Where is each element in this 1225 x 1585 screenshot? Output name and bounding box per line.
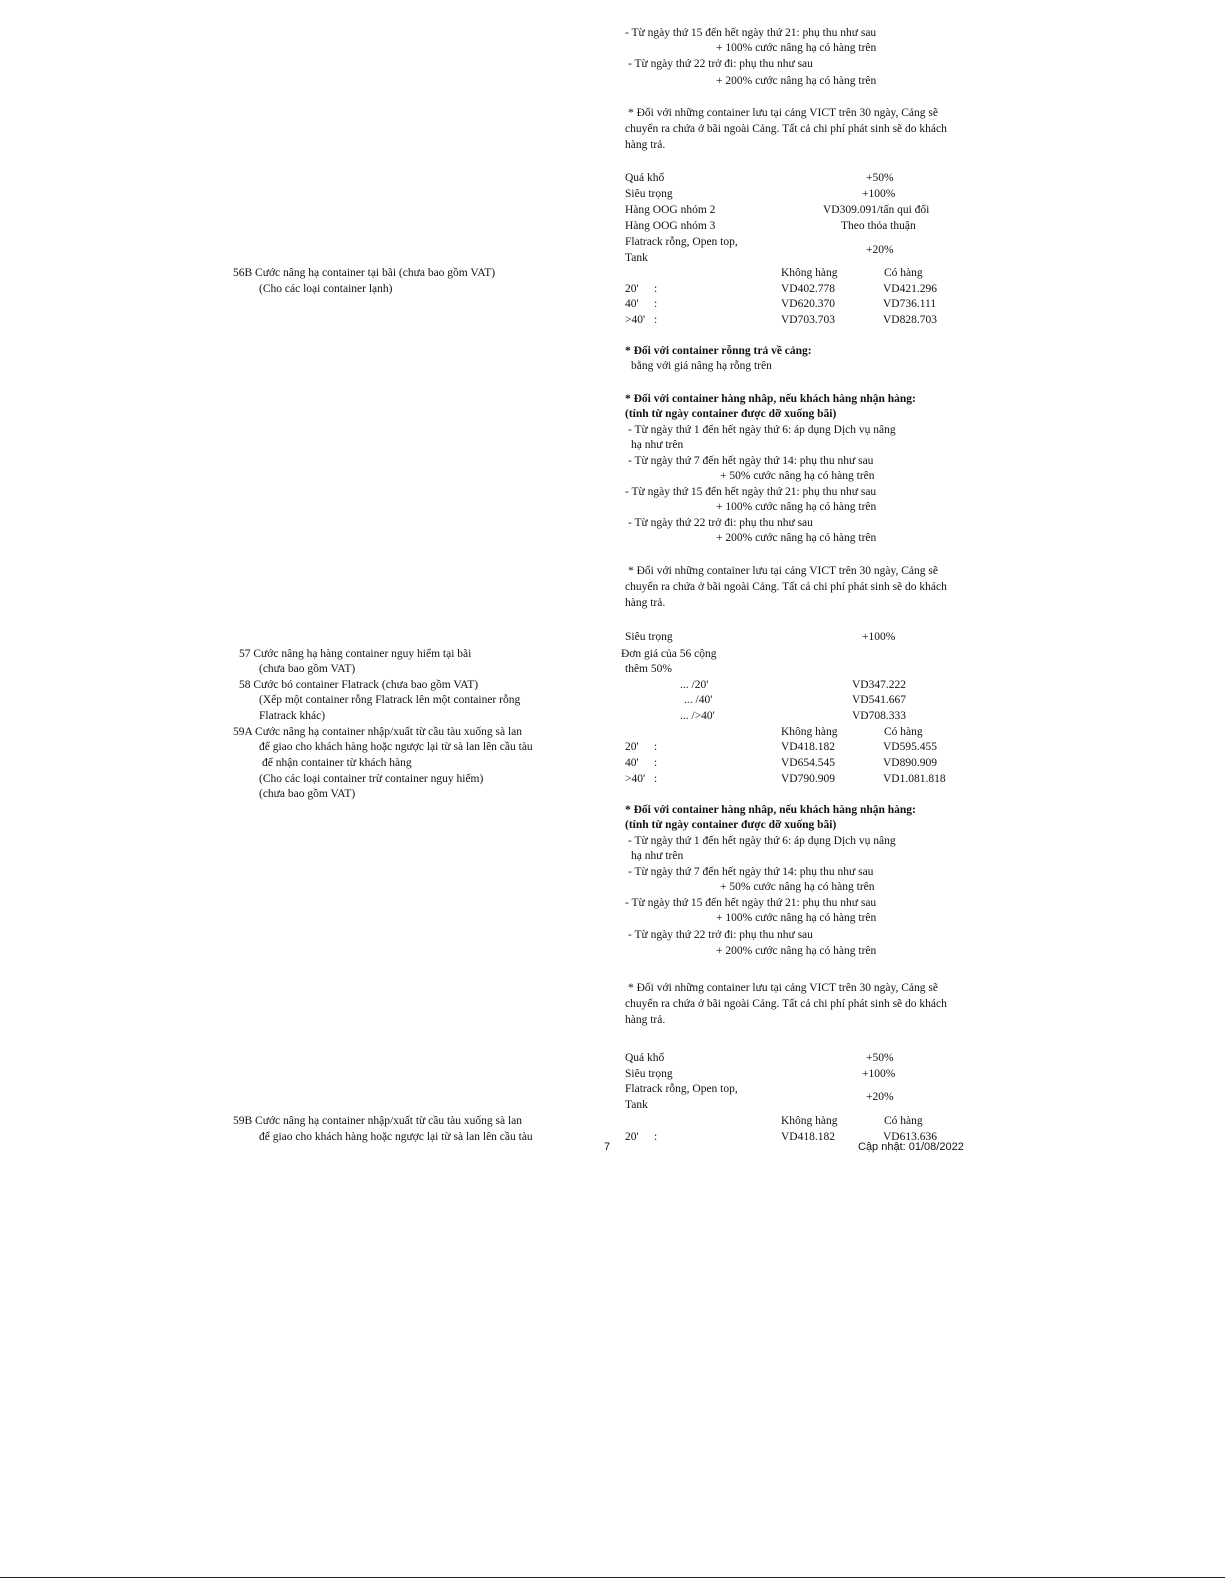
empty-price-cell: VD418.182 xyxy=(781,741,835,753)
import-subheading: (tính từ ngày container được dỡ xuống bãi) xyxy=(625,408,837,420)
import-heading: * Đối với container hàng nhâp, nếu khách hàng nhận hàng: xyxy=(625,393,916,405)
storage-note: chuyển ra chứa ở bãi ngoài Cảng. Tất cả chi phí phát sinh sẽ do khách xyxy=(625,998,947,1010)
section-subtitle: (chưa bao gồm VAT) xyxy=(259,788,356,800)
empty-price-cell: VD402.778 xyxy=(781,283,835,295)
surcharge-value: +20% xyxy=(866,244,894,256)
section-title: 56B Cước nâng hạ container tại bãi (chưa bao gồm VAT) xyxy=(233,267,496,279)
surcharge-value: +100% xyxy=(862,188,896,200)
section-title: 57 Cước nâng hạ hàng container nguy hiểm tại bãi xyxy=(239,648,472,660)
day-rule: + 50% cước nâng hạ có hàng trên xyxy=(720,881,875,893)
day-rule: hạ như trên xyxy=(631,850,684,862)
day-rule: hạ như trên xyxy=(631,439,684,451)
storage-note: chuyển ra chứa ở bãi ngoài Cảng. Tất cả chi phí phát sinh sẽ do khách xyxy=(625,581,947,593)
empty-return-heading: * Đối với container rỗnng trả về cảng: xyxy=(625,345,812,357)
size-cell: 20' xyxy=(625,283,639,295)
storage-note: * Đối với những container lưu tại cảng VICT trên 30 ngày, Cảng sẽ xyxy=(628,982,938,994)
price-cell: VD541.667 xyxy=(852,694,906,706)
column-header-empty: Không hàng xyxy=(781,726,838,738)
surcharge-value: VD309.091/tấn qui đổi xyxy=(823,204,930,216)
surcharge-label: Tank xyxy=(625,252,648,264)
colon-cell: : xyxy=(654,741,658,753)
section-subtitle: để nhận container từ khách hàng xyxy=(262,757,412,769)
price-text: Đơn giá của 56 cộng xyxy=(621,648,717,660)
day-rule: + 100% cước nâng hạ có hàng trên xyxy=(716,501,877,513)
size-cell: 20' xyxy=(625,1131,639,1143)
empty-price-cell: VD790.909 xyxy=(781,773,835,785)
column-header-empty: Không hàng xyxy=(781,1115,838,1127)
surcharge-label: Quá khổ xyxy=(625,1052,665,1064)
top-note-3: hàng trả. xyxy=(625,139,666,151)
empty-return-text: bằng với giá nâng hạ rỗng trên xyxy=(631,360,772,372)
bottom-border xyxy=(0,1577,1225,1578)
size-cell: >40' xyxy=(625,314,646,326)
day-rule: - Từ ngày thứ 7 đến hết ngày thứ 14: phụ thu như sau xyxy=(628,455,874,467)
section-title: 59A Cước nâng hạ container nhập/xuất từ cầu tàu xuống sà lan xyxy=(233,726,523,738)
surcharge-label: Hàng OOG nhóm 2 xyxy=(625,204,716,216)
column-header-full: Có hàng xyxy=(884,1115,923,1127)
size-cell: ... /20' xyxy=(680,679,709,691)
column-header-full: Có hàng xyxy=(884,726,923,738)
surcharge-label: Flatrack rỗng, Open top, xyxy=(625,1083,738,1095)
column-header-full: Có hàng xyxy=(884,267,923,279)
colon-cell: : xyxy=(654,773,658,785)
surcharge-value: +20% xyxy=(866,1091,894,1103)
full-price-cell: VD595.455 xyxy=(883,741,937,753)
storage-note: hàng trả. xyxy=(625,1014,666,1026)
day-rule: + 100% cước nâng hạ có hàng trên xyxy=(716,912,877,924)
day-rule: - Từ ngày thứ 22 trở đi: phụ thu như sau xyxy=(628,929,813,941)
surcharge-value: +50% xyxy=(866,1052,894,1064)
day-rule: - Từ ngày thứ 15 đến hết ngày thứ 21: phụ thu như sau xyxy=(625,486,877,498)
surcharge-label: Quá khổ xyxy=(625,172,665,184)
size-cell: 40' xyxy=(625,298,639,310)
size-cell: 40' xyxy=(625,757,639,769)
colon-cell: : xyxy=(654,314,658,326)
storage-note: hàng trả. xyxy=(625,597,666,609)
day-rule: - Từ ngày thứ 22 trở đi: phụ thu như sau xyxy=(628,517,813,529)
section-subtitle: (chưa bao gồm VAT) xyxy=(259,663,356,675)
day-rule: + 200% cước nâng hạ có hàng trên xyxy=(716,532,877,544)
size-cell: ... /40' xyxy=(684,694,713,706)
colon-cell: : xyxy=(654,757,658,769)
price-text: thêm 50% xyxy=(625,663,672,675)
section-subtitle: để giao cho khách hàng hoặc ngược lại từ sà lan lên cầu tàu xyxy=(259,1131,533,1143)
day-rule: - Từ ngày thứ 1 đến hết ngày thứ 6: áp dụng Dịch vụ nâng xyxy=(628,424,896,436)
storage-note: * Đối với những container lưu tại cảng VICT trên 30 ngày, Cảng sẽ xyxy=(628,565,938,577)
surcharge-value: +100% xyxy=(862,1068,896,1080)
section-title: 58 Cước bó container Flatrack (chưa bao gồm VAT) xyxy=(239,679,479,691)
top-line-3: - Từ ngày thứ 22 trở đi: phụ thu như sau xyxy=(628,58,813,70)
full-price-cell: VD613.636 xyxy=(883,1131,937,1143)
empty-price-cell: VD654.545 xyxy=(781,757,835,769)
colon-cell: : xyxy=(654,1131,658,1143)
empty-price-cell: VD418.182 xyxy=(781,1131,835,1143)
full-price-cell: VD890.909 xyxy=(883,757,937,769)
column-header-empty: Không hàng xyxy=(781,267,838,279)
colon-cell: : xyxy=(654,298,658,310)
top-line-1: - Từ ngày thứ 15 đến hết ngày thứ 21: phụ thu như sau xyxy=(625,27,877,39)
top-line-2: + 100% cước nâng hạ có hàng trên xyxy=(716,42,877,54)
import-subheading: (tính từ ngày container được dỡ xuống bãi) xyxy=(625,819,837,831)
page-number: 7 xyxy=(604,1141,611,1153)
surcharge-label: Siêu trọng xyxy=(625,631,673,643)
section-title: 59B Cước nâng hạ container nhập/xuất từ cầu tàu xuống sà lan xyxy=(233,1115,523,1127)
day-rule: - Từ ngày thứ 15 đến hết ngày thứ 21: phụ thu như sau xyxy=(625,897,877,909)
size-cell: 20' xyxy=(625,741,639,753)
section-subtitle: Flatrack khác) xyxy=(259,710,326,722)
day-rule: + 200% cước nâng hạ có hàng trên xyxy=(716,945,877,957)
price-cell: VD708.333 xyxy=(852,710,906,722)
update-date: Cập nhật: 01/08/2022 xyxy=(858,1141,964,1153)
section-subtitle: (Xếp một container rỗng Flatrack lên một container rỗng xyxy=(259,694,521,706)
colon-cell: : xyxy=(654,283,658,295)
top-note-2: chuyển ra chứa ở bãi ngoài Cảng. Tất cả chi phí phát sinh sẽ do khách xyxy=(625,123,947,135)
day-rule: - Từ ngày thứ 7 đến hết ngày thứ 14: phụ thu như sau xyxy=(628,866,874,878)
import-heading: * Đối với container hàng nhâp, nếu khách hàng nhận hàng: xyxy=(625,804,916,816)
full-price-cell: VD421.296 xyxy=(883,283,937,295)
empty-price-cell: VD703.703 xyxy=(781,314,835,326)
day-rule: - Từ ngày thứ 1 đến hết ngày thứ 6: áp dụng Dịch vụ nâng xyxy=(628,835,896,847)
surcharge-value: +100% xyxy=(862,631,896,643)
section-subtitle: để giao cho khách hàng hoặc ngược lại từ sà lan lên cầu tàu xyxy=(259,741,533,753)
surcharge-value: Theo thỏa thuận xyxy=(841,220,916,232)
full-price-cell: VD1.081.818 xyxy=(883,773,946,785)
full-price-cell: VD736.111 xyxy=(883,298,937,310)
section-subtitle: (Cho các loại container lạnh) xyxy=(259,283,393,295)
surcharge-label: Hàng OOG nhóm 3 xyxy=(625,220,716,232)
size-cell: ... />40' xyxy=(680,710,715,722)
surcharge-value: +50% xyxy=(866,172,894,184)
surcharge-label: Siêu trọng xyxy=(625,1068,673,1080)
surcharge-label: Siêu trọng xyxy=(625,188,673,200)
empty-price-cell: VD620.370 xyxy=(781,298,835,310)
top-line-4: + 200% cước nâng hạ có hàng trên xyxy=(716,75,877,87)
size-cell: >40' xyxy=(625,773,646,785)
surcharge-label: Flatrack rỗng, Open top, xyxy=(625,236,738,248)
price-cell: VD347.222 xyxy=(852,679,906,691)
full-price-cell: VD828.703 xyxy=(883,314,937,326)
surcharge-label: Tank xyxy=(625,1099,648,1111)
top-note-1: * Đối với những container lưu tại cảng VICT trên 30 ngày, Cảng sẽ xyxy=(628,107,938,119)
day-rule: + 50% cước nâng hạ có hàng trên xyxy=(720,470,875,482)
section-subtitle: (Cho các loại container trừ container nguy hiểm) xyxy=(259,773,484,785)
